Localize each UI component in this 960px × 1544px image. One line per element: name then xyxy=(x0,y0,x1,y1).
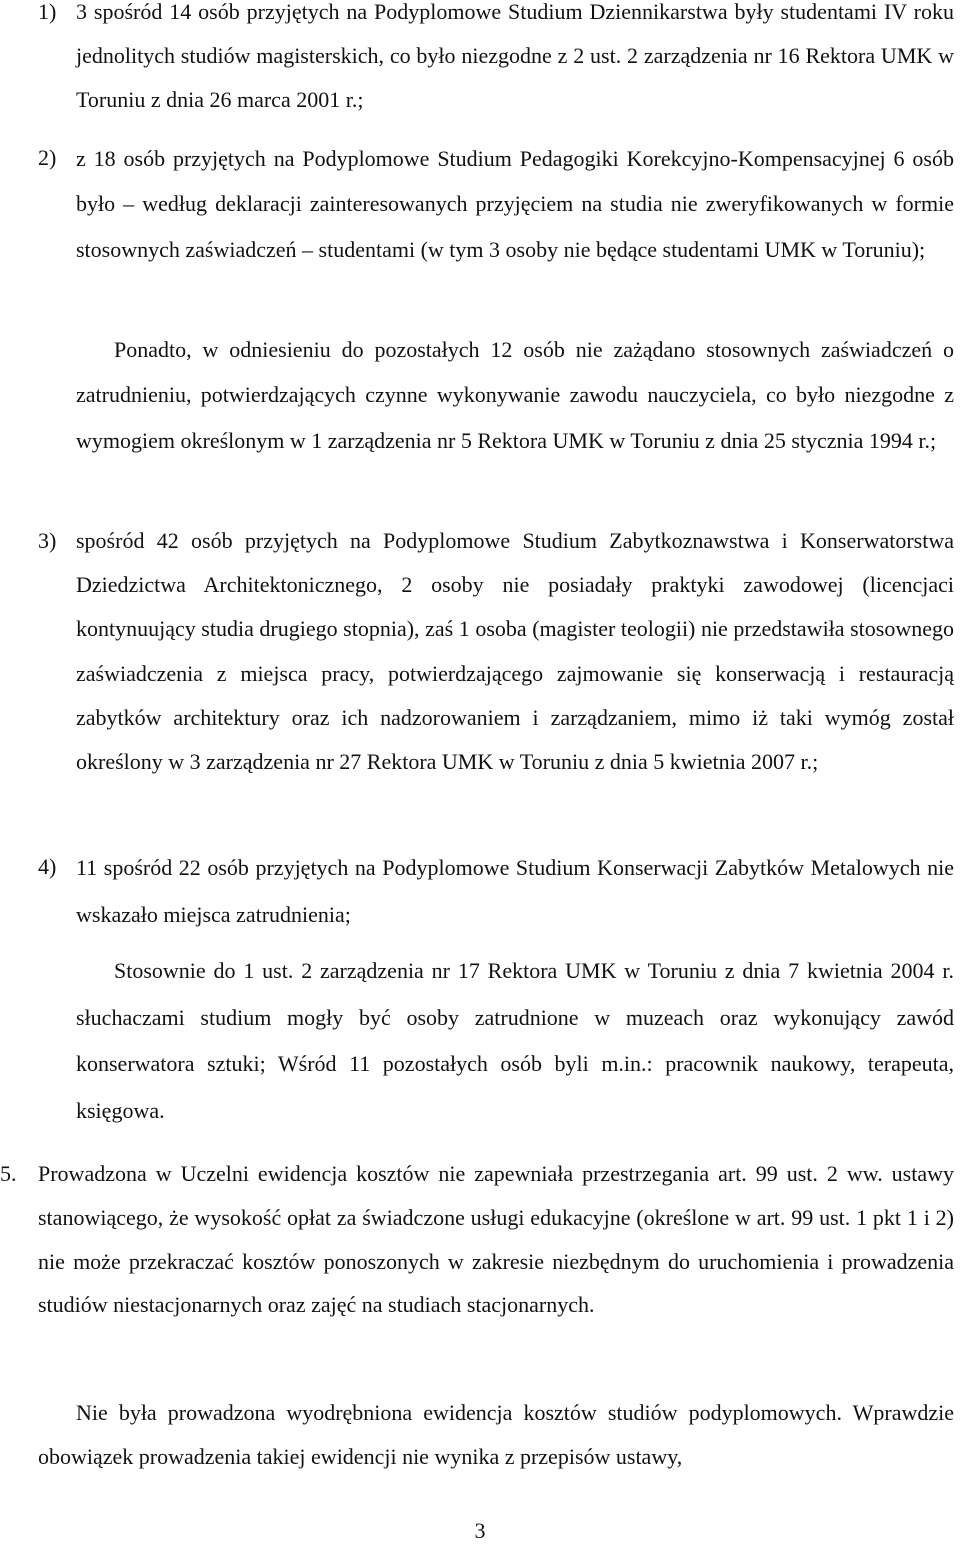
list-number: 1) xyxy=(38,0,57,24)
list-item-text: z 18 osób przyjętych na Podyplomowe Studium Pedagogiki Korekcyjno-Kompensacyjnej 6 osób było – według deklaracji zainteresowanych przyjęciem na studia nie zweryfikowanych w formie stosownych zaświadczeń – studentami (w tym 3 osoby nie będące studentami UMK w Toruniu); xyxy=(76,146,954,262)
list-number: 3) xyxy=(38,528,57,553)
list-number: 4) xyxy=(38,854,57,879)
list-item-text: 3 spośród 14 osób przyjętych na Podyplomowe Studium Dziennikarstwa były studentami IV roku jednolitych studiów magisterskich, co było niezgodne z 2 ust. 2 zarządzenia nr 16 Rektora UMK w Toruniu z dnia 26 marca 2001 r.; xyxy=(76,0,954,113)
list-item-continuation: Ponadto, w odniesieniu do pozostałych 12 osób nie zażądano stosownych zaświadczeń o zatrudnieniu, potwierdzających czynne wykonywanie zawodu nauczyciela, co było niezgodne z wymogiem określonym w 1 zarządzenia nr 5 Rektora UMK w Toruniu z dnia 25 stycznia 1994 r.; xyxy=(76,337,954,453)
section-number: 5. xyxy=(0,1161,17,1186)
section-continuation: Nie była prowadzona wyodrębniona ewidencja kosztów studiów podyplomowych. Wprawdzie obowiązek prowadzenia takiej ewidencji nie wynika z przepisów ustawy, xyxy=(38,1400,954,1469)
page-number: 3 xyxy=(474,1518,486,1543)
list-number: 2) xyxy=(38,145,57,170)
list-item-text: 11 spośród 22 osób przyjętych na Podyplomowe Studium Konserwacji Zabytków Metalowych nie wskazało miejsca zatrudnienia; xyxy=(76,855,954,927)
list-item-continuation: Stosownie do 1 ust. 2 zarządzenia nr 17 Rektora UMK w Toruniu z dnia 7 kwietnia 2004 r. słuchaczami studium mogły być osoby zatrudnione w muzeach oraz wykonujący zawód konserwatora sztuki; Wśród 11 pozostałych osób byli m.in.: pracownik naukowy, terapeuta, księgowa. xyxy=(76,958,954,1123)
list-item-text: spośród 42 osób przyjętych na Podyplomowe Studium Zabytkoznawstwa i Konserwatorstwa Dziedzictwa Architektonicznego, 2 osoby nie posiadały praktyki zawodowej (licencjaci kontynuujący studia drugiego stopnia), zaś 1 osoba (magister teologii) nie przedstawiła stosownego zaświadczenia z miejsca pracy, potwierdzającego zajmowanie się konserwacją i restauracją zabytków architektury oraz ich nadzorowaniem i zarządzaniem, mimo iż taki wymóg został określony w 3 zarządzenia nr 27 Rektora UMK w Toruniu z dnia 5 kwietnia 2007 r.; xyxy=(76,528,954,775)
section-text: Prowadzona w Uczelni ewidencja kosztów nie zapewniała przestrzegania art. 99 ust. 2 ww. ustawy stanowiącego, że wysokość opłat za świadczone usługi edukacyjne (określone w art. 99 ust. 1 pkt 1 i 2) nie może przekraczać kosztów ponoszonych w zakresie niezbędnym do uruchomienia i prowadzenia studiów niestacjonarnych oraz zajęć na studiach stacjonarnych. xyxy=(38,1161,954,1318)
